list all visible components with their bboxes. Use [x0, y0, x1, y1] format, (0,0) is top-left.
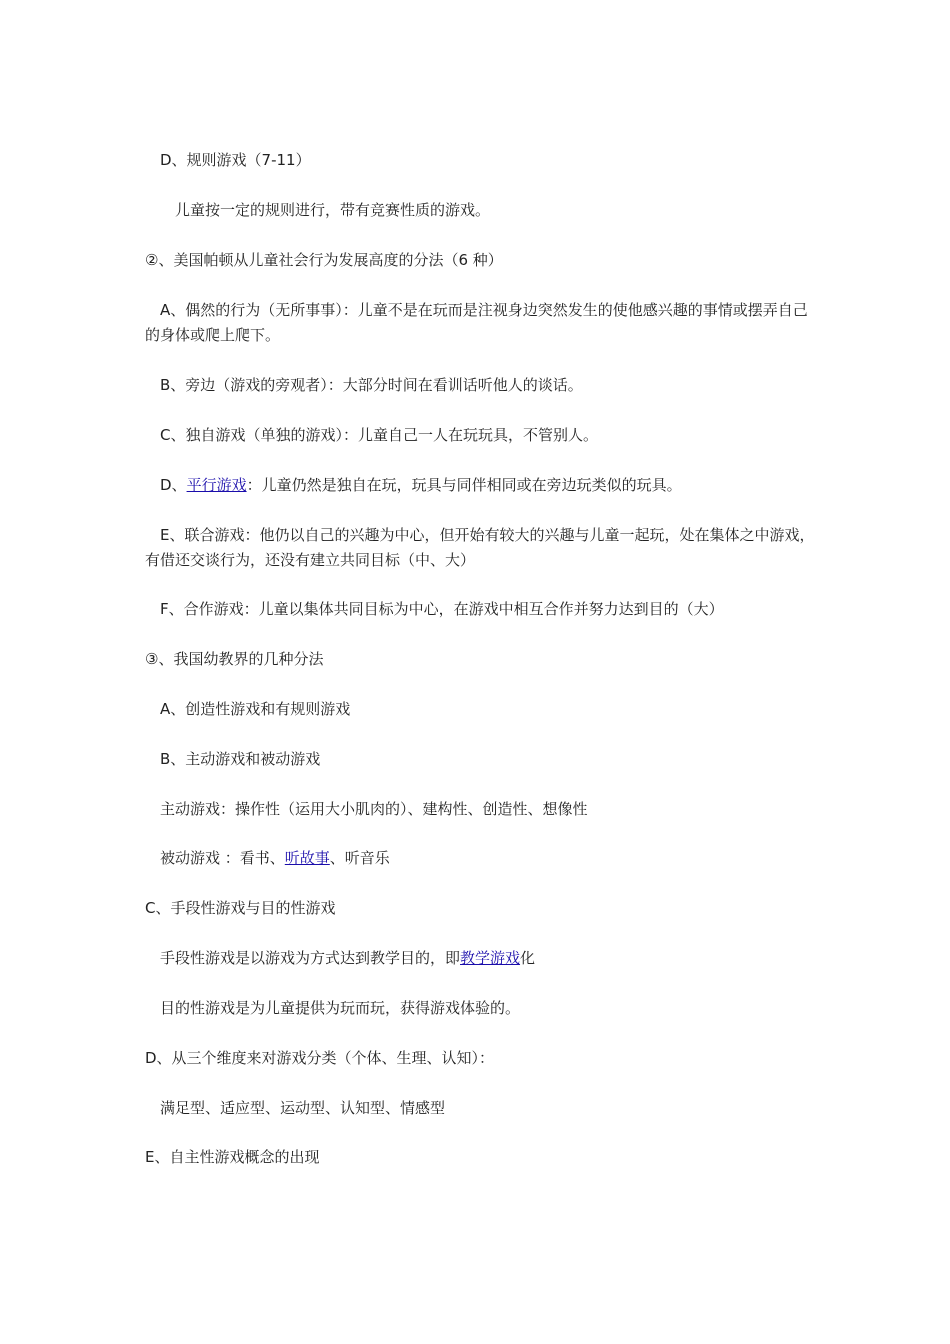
- paragraph-active-passive-games: B、主动游戏和被动游戏: [160, 750, 321, 768]
- paragraph-onlooker: B、旁边（游戏的旁观者）：大部分时间在看训话听他人的谈话。: [160, 376, 583, 394]
- heading-parten-classification: ②、美国帕顿从儿童社会行为发展高度的分法（6 种）: [145, 251, 503, 269]
- heading-means-purpose-games: C、手段性游戏与目的性游戏: [145, 899, 336, 917]
- heading-autonomous-games: E、自主性游戏概念的出现: [145, 1148, 320, 1166]
- parallel-play-link[interactable]: 平行游戏: [186, 476, 247, 494]
- paragraph-suffix: 化: [520, 949, 536, 967]
- paragraph-rule-games: D、规则游戏（7-11）: [160, 151, 311, 169]
- paragraph-prefix: 手段性游戏是以游戏为方式达到教学目的，即: [160, 949, 461, 967]
- teaching-games-link[interactable]: 教学游戏: [460, 949, 521, 967]
- paragraph-active-games: 主动游戏：操作性（运用大小肌肉的）、建构性、创造性、想像性: [160, 800, 588, 818]
- paragraph-suffix: 、听音乐: [329, 849, 390, 867]
- paragraph-associative-play: E、联合游戏：他仍以自己的兴趣为中心，但开始有较大的兴趣与儿童一起玩，处在集体之中游戏，有借还交谈行为，还没有建立共同目标（中、大）: [145, 526, 815, 569]
- paragraph-purpose-games: 目的性游戏是为儿童提供为玩而玩，获得游戏体验的。: [160, 999, 521, 1017]
- paragraph-solitary-play: C、独自游戏（单独的游戏）：儿童自己一人在玩玩具，不管别人。: [160, 426, 598, 444]
- heading-domestic-classification: ③、我国幼教界的几种分法: [145, 650, 324, 668]
- paragraph-rule-games-desc: 儿童按一定的规则进行，带有竞赛性质的游戏。: [175, 201, 491, 219]
- paragraph-means-games: [145, 946, 815, 971]
- paragraph-dimension-types: 满足型、适应型、运动型、认知型、情感型: [160, 1099, 446, 1117]
- paragraph-cooperative-play: F、合作游戏：儿童以集体共同目标为中心，在游戏中相互合作并努力达到目的（大）: [160, 600, 724, 618]
- heading-three-dimensions: D、从三个维度来对游戏分类（个体、生理、认知）：: [145, 1049, 495, 1067]
- paragraph-creative-rule-games: A、创造性游戏和有规则游戏: [160, 700, 351, 718]
- listen-story-link[interactable]: 听故事: [284, 849, 330, 867]
- paragraph-suffix: ：儿童仍然是独自在玩，玩具与同伴相同或在旁边玩类似的玩具。: [246, 476, 682, 494]
- paragraph-prefix: D、: [160, 476, 187, 494]
- paragraph-parallel-play: [145, 473, 815, 498]
- paragraph-prefix: 被动游戏 ：看书、: [160, 849, 285, 867]
- paragraph-passive-games: [145, 846, 815, 871]
- paragraph-unoccupied-behavior: A、偶然的行为（无所事事）：儿童不是在玩而是注视身边突然发生的使他感兴趣的事情或摆弄自己的身体或爬上爬下。: [145, 301, 808, 344]
